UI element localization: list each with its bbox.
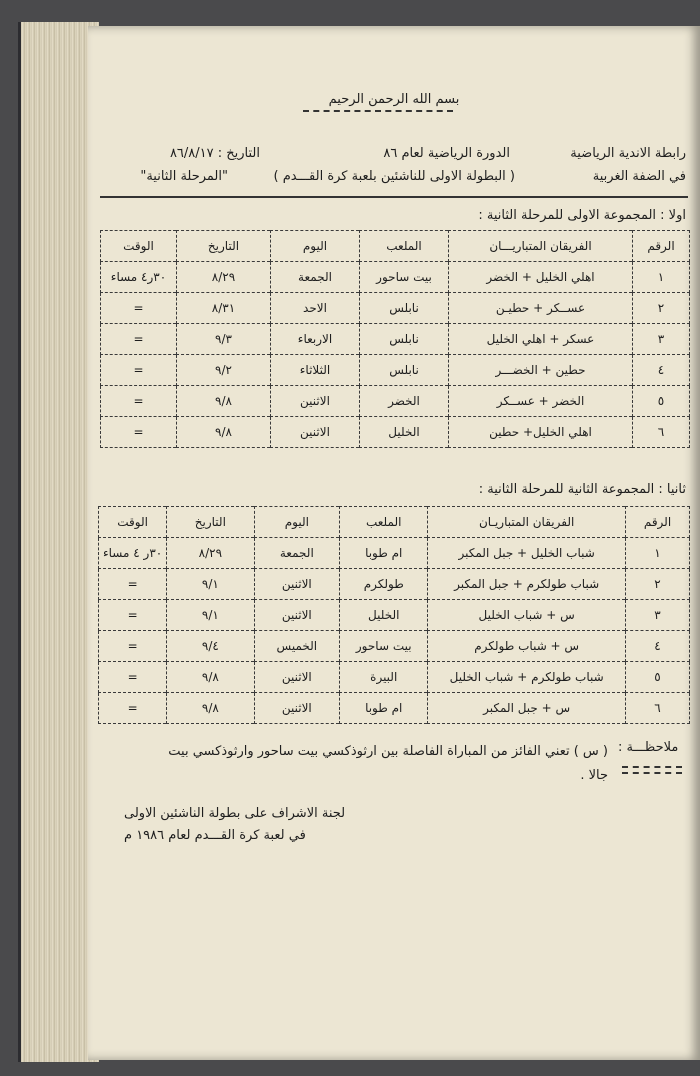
- col-number: الرقم: [633, 231, 690, 262]
- cell-day: الخميس: [254, 631, 340, 662]
- cell-day: الجمعة: [254, 538, 340, 569]
- cell-teams: عسكر + اهلي الخليل: [449, 324, 633, 355]
- cell-time: =: [99, 600, 167, 631]
- cell-teams: اهلي الخليل + الخضر: [449, 262, 633, 293]
- table-row: [99, 631, 690, 662]
- signature-line-1: لجنة الاشراف على بطولة الناشئين الاولى: [124, 806, 346, 821]
- note-label: ملاحظـــة :: [618, 740, 679, 755]
- cell-time: =: [101, 293, 177, 324]
- cell-date: ٩/٢: [177, 355, 271, 386]
- cell-time: =: [99, 569, 167, 600]
- cell-date: ٩/٨: [177, 386, 271, 417]
- table-row: [101, 293, 690, 324]
- cell-time: =: [99, 662, 167, 693]
- cell-number: ٣: [633, 324, 690, 355]
- cell-venue: ام طوبا: [340, 693, 428, 724]
- cell-date: ٨/٣١: [177, 293, 271, 324]
- cell-time: =: [101, 386, 177, 417]
- championship-title: ( البطولة الاولى للناشئين بلعبة كرة القـــدم ): [273, 169, 515, 184]
- col-day: اليوم: [271, 231, 360, 262]
- cell-time: =: [99, 693, 167, 724]
- col-venue: الملعب: [340, 507, 428, 538]
- cell-number: ١: [626, 538, 690, 569]
- cell-number: ٢: [626, 569, 690, 600]
- cell-teams: س + شباب طولكرم: [428, 631, 626, 662]
- stage-label: "المرحلة الثانية": [140, 169, 228, 184]
- col-date: التاريخ: [177, 231, 271, 262]
- col-teams: الفريقان المتباريـان: [428, 507, 626, 538]
- group2-table: [98, 506, 690, 724]
- table-row: [99, 662, 690, 693]
- cell-day: الثلاثاء: [271, 355, 360, 386]
- header-divider: [100, 196, 688, 198]
- cell-number: ٢: [633, 293, 690, 324]
- cell-venue: طولكرم: [340, 569, 428, 600]
- cell-time: ٣٠ر٤ مساء: [101, 262, 177, 293]
- tournament-year: الدورة الرياضية لعام ٨٦: [383, 146, 510, 161]
- cell-date: ٩/٨: [167, 662, 254, 693]
- league-name: رابطة الاندية الرياضية: [570, 146, 686, 161]
- bismillah: بسم الله الرحمن الرحيم: [328, 92, 460, 107]
- cell-time: =: [101, 355, 177, 386]
- table-row: [101, 262, 690, 293]
- col-time: الوقت: [99, 507, 167, 538]
- cell-venue: الخليل: [340, 600, 428, 631]
- book-page-edges: [18, 22, 99, 1062]
- cell-time: =: [101, 417, 177, 448]
- cell-number: ٦: [626, 693, 690, 724]
- group2-header-row: [99, 507, 690, 538]
- table-row: [101, 324, 690, 355]
- group1-header-row: [101, 231, 690, 262]
- cell-teams: حطين + الخضـــر: [449, 355, 633, 386]
- cell-date: ٨/٢٩: [167, 538, 254, 569]
- cell-date: ٩/٨: [177, 417, 271, 448]
- document-date: التاريخ : ٨٦/٨/١٧: [169, 146, 260, 161]
- cell-venue: الخضر: [360, 386, 449, 417]
- cell-number: ٦: [633, 417, 690, 448]
- cell-teams: شباب طولكرم + شباب الخليل: [428, 662, 626, 693]
- table-row: [99, 569, 690, 600]
- cell-day: الاثنين: [254, 569, 340, 600]
- cell-day: الاثنين: [254, 600, 340, 631]
- table-row: [99, 538, 690, 569]
- document-page: [88, 26, 700, 1060]
- table-row: [101, 417, 690, 448]
- cell-number: ٣: [626, 600, 690, 631]
- cell-venue: نابلس: [360, 293, 449, 324]
- cell-day: الجمعة: [271, 262, 360, 293]
- cell-number: ٤: [633, 355, 690, 386]
- cell-date: ٩/١: [167, 600, 254, 631]
- group2-title: ثانيا : المجموعة الثانية للمرحلة الثانية :: [478, 482, 686, 497]
- cell-day: الاحد: [271, 293, 360, 324]
- cell-number: ٥: [633, 386, 690, 417]
- cell-teams: اهلي الخليل+ حطين: [449, 417, 633, 448]
- cell-time: =: [101, 324, 177, 355]
- cell-day: الاربعاء: [271, 324, 360, 355]
- region-name: في الضفة الغربية: [592, 169, 686, 184]
- col-time: الوقت: [101, 231, 177, 262]
- group1-table: [100, 230, 690, 448]
- cell-time: ٣٠ر ٤ مساء: [99, 538, 167, 569]
- cell-day: الاثنين: [271, 417, 360, 448]
- col-date: التاريخ: [167, 507, 254, 538]
- note-label-underline: [622, 766, 682, 768]
- cell-date: ٩/١: [167, 569, 254, 600]
- col-teams: الفريقان المتباريـــان: [449, 231, 633, 262]
- cell-venue: ام طوبا: [340, 538, 428, 569]
- cell-date: ٩/٣: [177, 324, 271, 355]
- note-text: ( س ) تعني الفائز من المباراة الفاصلة بين ارثوذكسي بيت ساحور وارثوذكسي بيت جالا .: [168, 744, 608, 783]
- cell-teams: عســكر + حطيـن: [449, 293, 633, 324]
- cell-day: الاثنين: [254, 662, 340, 693]
- cell-date: ٨/٢٩: [177, 262, 271, 293]
- cell-day: الاثنين: [271, 386, 360, 417]
- bismillah-underline: [303, 110, 453, 112]
- cell-venue: نابلس: [360, 355, 449, 386]
- cell-teams: شباب الخليل + جبل المكبر: [428, 538, 626, 569]
- col-number: الرقم: [626, 507, 690, 538]
- cell-venue: بيت ساحور: [340, 631, 428, 662]
- table-row: [99, 693, 690, 724]
- cell-number: ٤: [626, 631, 690, 662]
- signature-line-2: في لعبة كرة القـــدم لعام ١٩٨٦ م: [124, 828, 306, 843]
- cell-venue: الخليل: [360, 417, 449, 448]
- col-day: اليوم: [254, 507, 340, 538]
- table-row: [99, 600, 690, 631]
- cell-number: ٥: [626, 662, 690, 693]
- cell-number: ١: [633, 262, 690, 293]
- table-row: [101, 386, 690, 417]
- col-venue: الملعب: [360, 231, 449, 262]
- note-label-underline-2: [622, 772, 682, 774]
- cell-teams: س + جبل المكبر: [428, 693, 626, 724]
- cell-teams: س + شباب الخليل: [428, 600, 626, 631]
- cell-teams: الخضر + عســكر: [449, 386, 633, 417]
- table-row: [101, 355, 690, 386]
- cell-date: ٩/٤: [167, 631, 254, 662]
- cell-venue: البيرة: [340, 662, 428, 693]
- cell-day: الاثنين: [254, 693, 340, 724]
- cell-venue: بيت ساحور: [360, 262, 449, 293]
- cell-time: =: [99, 631, 167, 662]
- cell-date: ٩/٨: [167, 693, 254, 724]
- cell-teams: شباب طولكرم + جبل المكبر: [428, 569, 626, 600]
- cell-venue: نابلس: [360, 324, 449, 355]
- group1-title: اولا : المجموعة الاولى للمرحلة الثانية :: [478, 208, 686, 223]
